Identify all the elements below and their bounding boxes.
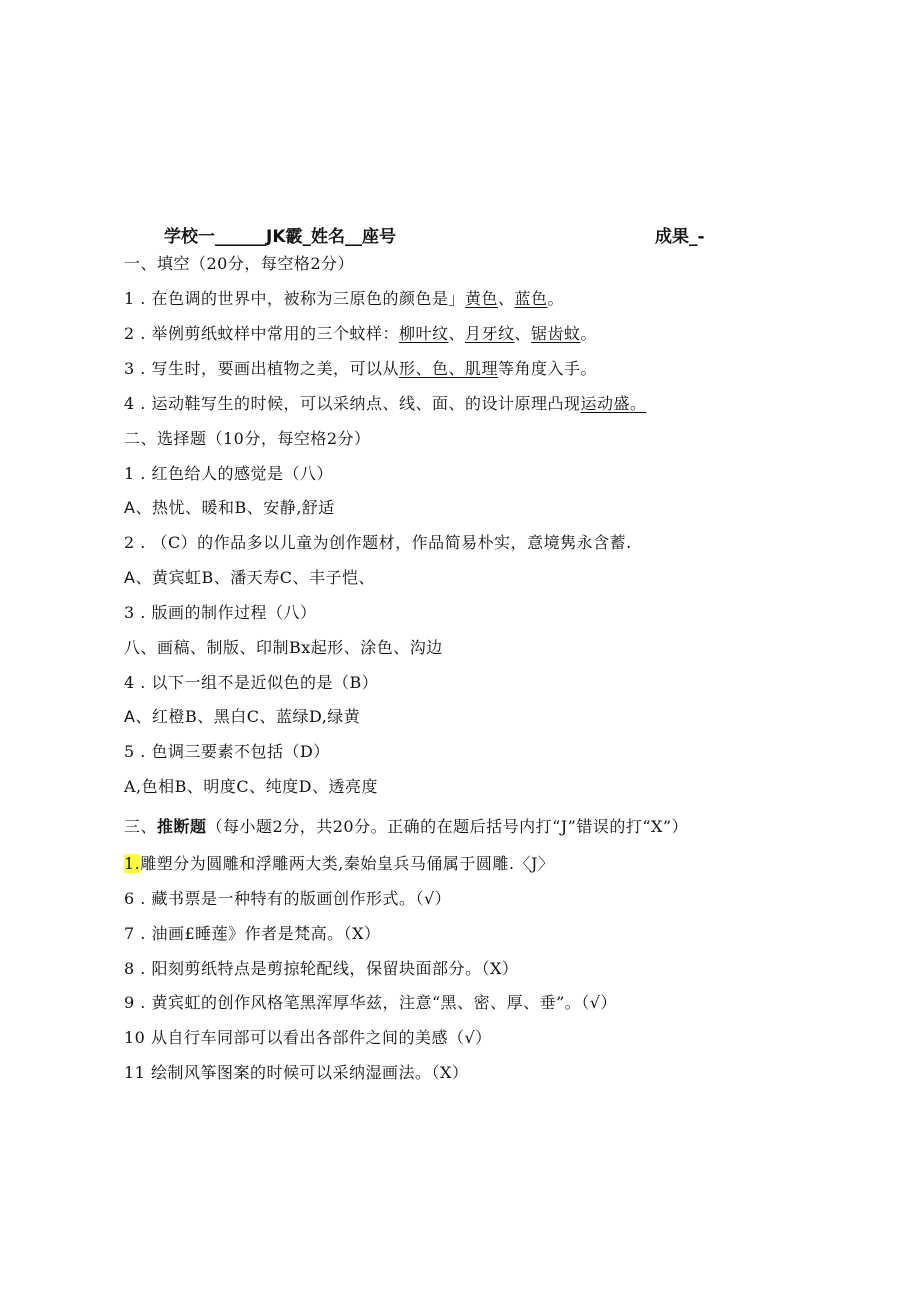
choice-question-1: 1 . 红色给人的感觉是（八） [124,464,333,483]
judge-question-6: 6 . 藏书票是一种特有的版画创作形式。（√） [124,889,452,908]
options-text: 、黄宾虹B、潘天寿C、丰子恺、 [135,568,375,587]
fill-question-2 [124,323,597,345]
end: 。 [547,289,565,308]
option-letter: A [124,568,136,587]
header-school-name-seat: 学校一______JK霰_姓名__座号 [164,227,396,247]
section3-instructions: （每小题2分，共20分。正确的在题后括号内打“J”错误的打“X”） [206,817,689,836]
judge-question-1 [124,853,554,875]
answer-2: 蓝色 [514,289,548,308]
choice-question-4: 4 . 以下一组不是近似色的是（B） [124,673,379,692]
section3-prefix: 三、 [124,817,158,836]
question-text: 4 . 运动鞋写生的时候，可以采纳点、线、面、的设计原理凸现 [124,394,581,413]
judge-question-11: 11 绘制风筝图案的时候可以采纳湿画法。（X） [124,1063,469,1082]
answer-2: 月牙纹 [464,324,515,343]
section3-bold-title: 推断题 [157,817,207,836]
question-text: 雕塑分为圆雕和浮雕两大类,秦始皇兵马俑属于圆雕.〈J〉 [140,854,555,873]
separator: 、 [514,324,532,343]
choice-options-3: 八、画稿、制版、印制Bx起形、涂色、沟边 [124,638,443,657]
choice-options-5: A,色相B、明度C、纯度D、透亮度 [124,777,378,796]
judge-question-7: 7 . 油画£睡莲》作者是梵高。（X） [124,924,381,943]
answer-3: 锯齿蚊 [531,324,581,343]
choice-options-2 [124,567,375,589]
options-text: 、红橙B、黑白C、蓝绿D,绿黄 [135,707,361,726]
option-letter: A [124,707,136,726]
end: 等角度入手。 [497,359,597,378]
answer-1: 柳叶纹 [398,324,449,343]
end: 。 [580,324,598,343]
judge-question-10: 10 从自行车同部可以看出各部件之间的美感（√） [124,1028,492,1047]
fill-question-1 [124,288,564,310]
options-text: 、热忧、暖和B、安静,舒适 [135,498,335,517]
fill-question-4 [124,393,646,415]
choice-question-3: 3 . 版画的制作过程（八） [124,603,317,622]
answer-1: 形、色、肌理 [398,359,498,378]
judge-question-8: 8 . 阳刻剪纸特点是剪掠轮配线，保留块面部分。（X） [124,959,519,978]
question-text: 1 . 在色调的世界中，被称为三原色的颜色是」 [124,289,465,308]
section2-title: 二、选择题（10分，每空格2分） [124,429,371,448]
judge-question-9: 9 . 黄宾虹的创作风格笔黑浑厚华兹，注意“黑、密、厚、垂”。（√） [124,993,617,1012]
answer-1: 黄色 [464,289,498,308]
answer-1: 运动盛。 [580,394,647,413]
option-letter: A [124,498,136,517]
separator: 、 [448,324,465,343]
choice-question-5: 5 . 色调三要素不包括（D） [124,742,330,761]
header-score: 成果_- [655,227,705,247]
question-number-highlighted: 1. [124,854,141,873]
question-text: 2 . 举例剪纸蚊样中常用的三个蚊样： [124,324,399,343]
choice-options-1 [124,497,335,519]
fill-question-3 [124,358,597,380]
section1-title: 一、填空（20分，每空格2分） [124,254,355,273]
separator: 、 [497,289,515,308]
question-text: 3 . 写生时，要画出植物之美，可以从 [124,359,399,378]
section3-title [124,816,688,838]
choice-question-2: 2 . （C）的作品多以儿童为创作题材，作品简易朴实，意境隽永含蓄. [124,533,632,552]
choice-options-4 [124,706,360,728]
